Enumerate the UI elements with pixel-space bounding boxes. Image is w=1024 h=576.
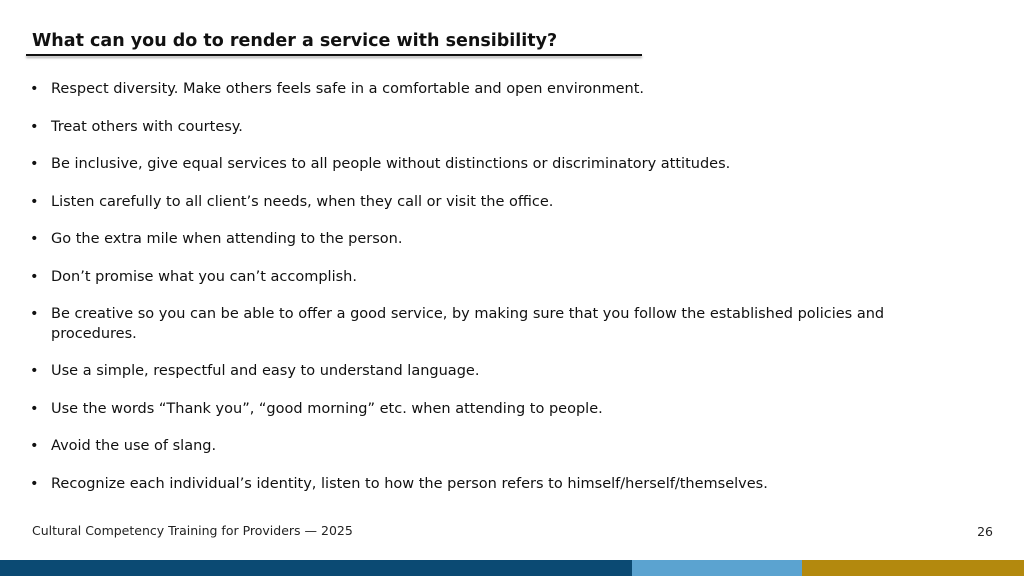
bullet-icon: • (30, 268, 39, 285)
bullet-text: Use the words “Thank you”, “good morning” etc. when attending to people. (51, 400, 603, 417)
title-underline (26, 54, 642, 56)
bullet-icon: • (30, 438, 39, 454)
bullet-icon: • (30, 306, 39, 322)
list-item (30, 475, 930, 495)
bullet-text: Be creative so you can be able to offer a good service, by making sure that you follow the established policies and procedures. (51, 306, 885, 342)
bullet-icon: • (30, 118, 39, 135)
list-item (30, 305, 930, 344)
bullet-icon: • (30, 81, 39, 97)
bullet-icon: • (30, 193, 39, 210)
color-bar-gold (802, 560, 1024, 576)
bullet-text: Recognize each individual’s identity, listen to how the person refers to himself/herself/themselves. (51, 475, 768, 492)
bullet-icon: • (30, 400, 39, 417)
footer-text: Cultural Competency Training for Providers — 2025 (32, 523, 353, 538)
footer-color-bar (0, 560, 1024, 576)
bullet-text: Listen carefully to all client’s needs, when they call or visit the office. (51, 193, 554, 210)
list-item (30, 362, 930, 382)
bullet-list (30, 80, 930, 512)
bullet-text: Respect diversity. Make others feels safe in a comfortable and open environment. (51, 81, 644, 97)
list-item (30, 118, 930, 138)
list-item (30, 400, 930, 420)
page-number: 26 (977, 524, 993, 539)
bullet-text: Don’t promise what you can’t accomplish. (51, 268, 357, 285)
bullet-text: Treat others with courtesy. (51, 118, 243, 135)
slide-title: What can you do to render a service with sensibility? (32, 31, 558, 51)
list-item (30, 437, 930, 457)
bullet-text: Use a simple, respectful and easy to understand language. (51, 363, 480, 379)
bullet-text: Avoid the use of slang. (51, 438, 217, 454)
list-item (30, 155, 930, 175)
bullet-text: Be inclusive, give equal services to all people without distinctions or discriminatory attitudes. (51, 156, 731, 172)
bullet-icon: • (30, 156, 39, 172)
bullet-icon: • (30, 363, 39, 379)
color-bar-dark-blue (0, 560, 632, 576)
list-item (30, 268, 930, 288)
color-bar-light-blue (632, 560, 802, 576)
bullet-text: Go the extra mile when attending to the person. (51, 231, 403, 247)
bullet-icon: • (30, 475, 39, 492)
list-item (30, 193, 930, 213)
list-item (30, 80, 930, 100)
bullet-icon: • (30, 231, 39, 247)
list-item (30, 230, 930, 250)
